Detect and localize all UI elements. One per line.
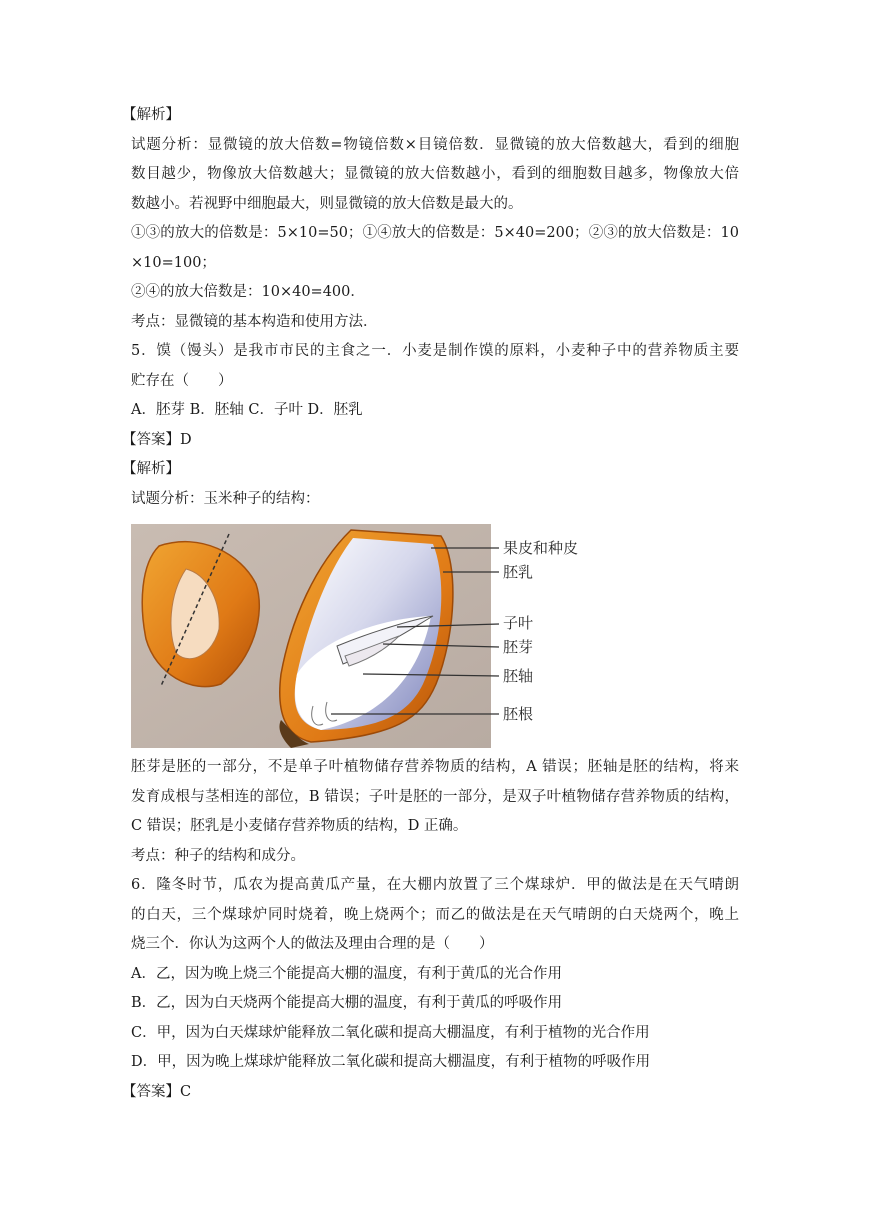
line-explain-2: 发育成根与茎相连的部位，B 错误；子叶是胚的一部分，是双子叶植物储存营养物质的结构， [131, 789, 739, 805]
question-6-option-a: A．乙，因为晚上烧三个能提高大棚的温度，有利于黄瓜的光合作用 [131, 966, 562, 982]
question-6-line-1: 6．隆冬时节，瓜农为提高黄瓜产量，在大棚内放置了三个煤球炉．甲的做法是在天气晴朗 [131, 877, 739, 893]
line-calc-3: ②④的放大倍数是：10×40=400． [131, 284, 365, 300]
label-pericarp: 果皮和种皮 [503, 539, 579, 557]
question-6-answer: 【答案】C [122, 1084, 192, 1100]
question-5-line-2: 贮存在（ ） [131, 373, 233, 389]
line-kaodian-2: 考点：种子的结构和成分。 [131, 848, 305, 864]
question-5-line-1: 5．馍（馒头）是我市市民的主食之一．小麦是制作馍的原料，小麦种子中的营养物质主要 [131, 343, 739, 359]
line-analysis-2: 数目越少，物像放大倍数越大；显微镜的放大倍数越小，看到的细胞数目越多，物像放大倍 [131, 166, 739, 182]
label-plumule: 胚芽 [503, 638, 534, 656]
question-5-options: A．胚芽 B．胚轴 C．子叶 D．胚乳 [131, 402, 363, 418]
line-kaodian-1: 考点：显微镜的基本构造和使用方法． [131, 314, 378, 330]
line-figure-intro: 试题分析：玉米种子的结构： [131, 491, 320, 507]
label-radicle: 胚根 [503, 705, 534, 723]
question-6-line-3: 烧三个．你认为这两个人的做法及理由合理的是（ ） [131, 936, 494, 952]
question-6-line-2: 的白天，三个煤球炉同时烧着，晚上烧两个；而乙的做法是在天气晴朗的白天烧两个，晚上 [131, 907, 739, 923]
label-endosperm: 胚乳 [503, 563, 534, 581]
line-analysis-heading-2: 【解析】 [122, 461, 180, 477]
line-analysis-heading-1: 【解析】 [122, 107, 180, 123]
label-hypocotyl: 胚轴 [503, 667, 534, 685]
line-analysis-1: 试题分析：显微镜的放大倍数=物镜倍数×目镜倍数．显微镜的放大倍数越大，看到的细胞 [131, 137, 739, 153]
line-explain-1: 胚芽是胚的一部分，不是单子叶植物储存营养物质的结构，A 错误；胚轴是胚的结构，将来 [131, 759, 739, 775]
question-6-option-b: B．乙，因为白天烧两个能提高大棚的温度，有利于黄瓜的呼吸作用 [131, 995, 563, 1011]
label-cotyledon: 子叶 [503, 614, 534, 632]
line-calc-2: ×10=100； [131, 255, 216, 271]
line-analysis-3: 数越小。若视野中细胞最大，则显微镜的放大倍数是最大的。 [131, 196, 523, 212]
question-6-option-d: D．甲，因为晚上煤球炉能释放二氧化碳和提高大棚温度，有利于植物的呼吸作用 [131, 1054, 651, 1070]
question-5-answer: 【答案】D [122, 432, 192, 448]
line-calc-1: ①③的放大的倍数是：5×10=50；①④放大的倍数是：5×40=200；②③的放大倍数是：10 [131, 225, 739, 241]
corn-seed-structure-figure [131, 524, 591, 748]
question-6-option-c: C．甲，因为白天煤球炉能释放二氧化碳和提高大棚温度，有利于植物的光合作用 [131, 1025, 650, 1041]
line-explain-3: C 错误；胚乳是小麦储存营养物质的结构，D 正确。 [131, 818, 468, 834]
